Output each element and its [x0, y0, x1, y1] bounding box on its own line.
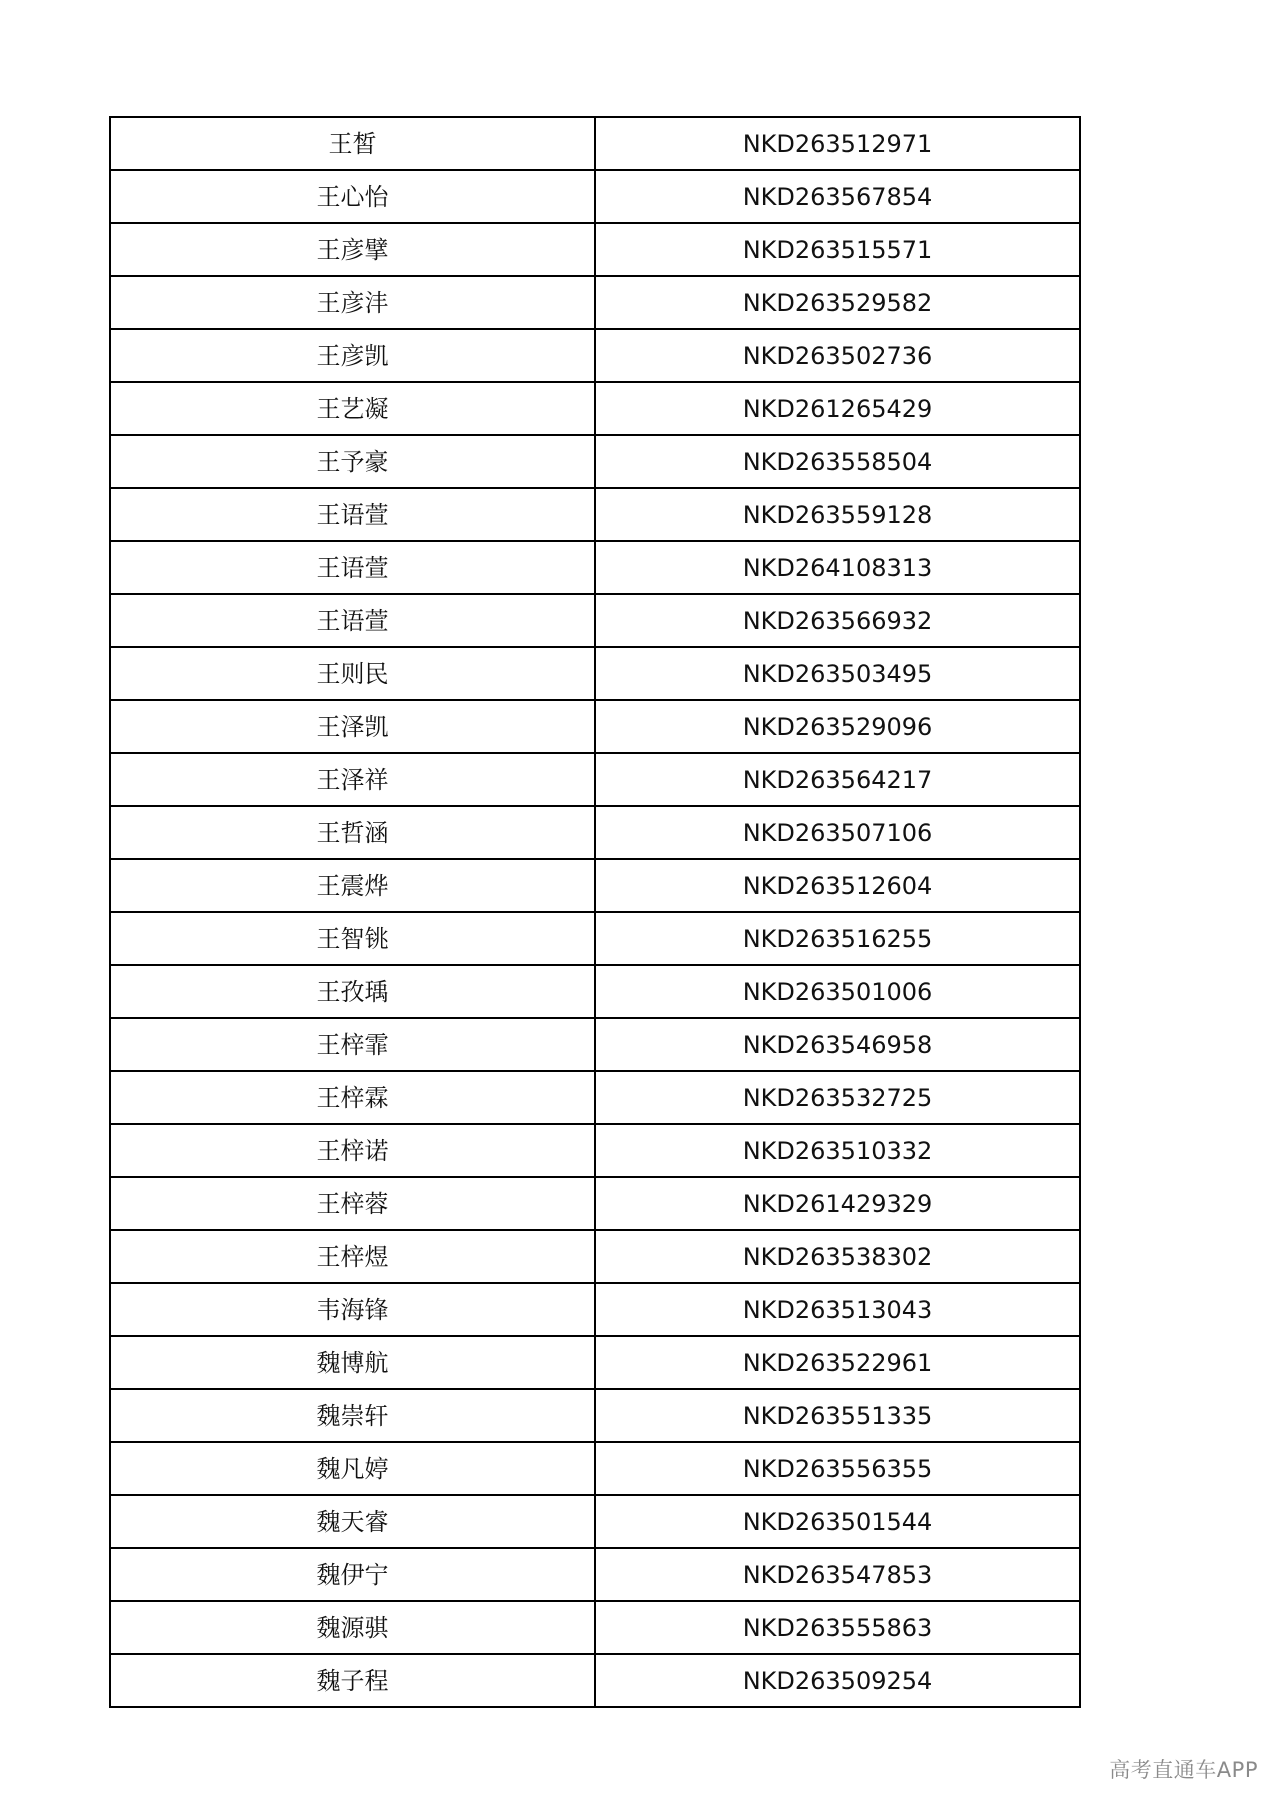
name-cell: 王皙: [110, 117, 595, 170]
name-cell: 魏天睿: [110, 1495, 595, 1548]
table-row: [110, 276, 1080, 329]
name-cell: 王智铫: [110, 912, 595, 965]
name-cell: 魏凡婷: [110, 1442, 595, 1495]
id-cell: NKD263507106: [595, 806, 1080, 859]
id-cell: NKD263503495: [595, 647, 1080, 700]
table-row: [110, 1495, 1080, 1548]
name-cell: 魏崇轩: [110, 1389, 595, 1442]
id-cell: NKD263558504: [595, 435, 1080, 488]
id-cell: NKD263567854: [595, 170, 1080, 223]
table-row: [110, 594, 1080, 647]
name-cell: 王彦擘: [110, 223, 595, 276]
table-row: [110, 1177, 1080, 1230]
name-cell: 王心怡: [110, 170, 595, 223]
table-row: [110, 223, 1080, 276]
name-cell: 王哲涵: [110, 806, 595, 859]
id-cell: NKD263516255: [595, 912, 1080, 965]
table-row: [110, 541, 1080, 594]
id-cell: NKD263559128: [595, 488, 1080, 541]
name-cell: 王震烨: [110, 859, 595, 912]
id-cell: NKD263501544: [595, 1495, 1080, 1548]
name-cell: 魏子程: [110, 1654, 595, 1707]
name-cell: 王彦沣: [110, 276, 595, 329]
id-cell: NKD264108313: [595, 541, 1080, 594]
id-cell: NKD263566932: [595, 594, 1080, 647]
name-cell: 魏伊宁: [110, 1548, 595, 1601]
id-cell: NKD263532725: [595, 1071, 1080, 1124]
id-cell: NKD263529096: [595, 700, 1080, 753]
table-row: [110, 488, 1080, 541]
id-cell: NKD263556355: [595, 1442, 1080, 1495]
id-cell: NKD263538302: [595, 1230, 1080, 1283]
name-cell: 王梓蓉: [110, 1177, 595, 1230]
table-row: [110, 170, 1080, 223]
name-cell: 韦海锋: [110, 1283, 595, 1336]
roster-table: [109, 116, 1081, 1708]
id-cell: NKD263547853: [595, 1548, 1080, 1601]
name-cell: 王梓诺: [110, 1124, 595, 1177]
name-cell: 王语萱: [110, 594, 595, 647]
table-row: [110, 1389, 1080, 1442]
name-cell: 王孜瑀: [110, 965, 595, 1018]
id-cell: NKD263502736: [595, 329, 1080, 382]
table-row: [110, 700, 1080, 753]
name-cell: 魏博航: [110, 1336, 595, 1389]
name-cell: 魏源骐: [110, 1601, 595, 1654]
roster-table-body: [110, 117, 1080, 1707]
id-cell: NKD263501006: [595, 965, 1080, 1018]
table-row: [110, 1283, 1080, 1336]
table-row: [110, 435, 1080, 488]
id-cell: NKD261429329: [595, 1177, 1080, 1230]
name-cell: 王梓霖: [110, 1071, 595, 1124]
name-cell: 王则民: [110, 647, 595, 700]
name-cell: 王艺凝: [110, 382, 595, 435]
table-row: [110, 647, 1080, 700]
name-cell: 王语萱: [110, 488, 595, 541]
table-row: [110, 382, 1080, 435]
table-row: [110, 1601, 1080, 1654]
id-cell: NKD263551335: [595, 1389, 1080, 1442]
name-cell: 王予豪: [110, 435, 595, 488]
table-row: [110, 1071, 1080, 1124]
name-cell: 王彦凯: [110, 329, 595, 382]
name-cell: 王泽凯: [110, 700, 595, 753]
table-row: [110, 1548, 1080, 1601]
watermark: 高考直通车APP: [1109, 1758, 1258, 1782]
table-row: [110, 1336, 1080, 1389]
table-row: [110, 1124, 1080, 1177]
table-row: [110, 1230, 1080, 1283]
id-cell: NKD263512604: [595, 859, 1080, 912]
id-cell: NKD263522961: [595, 1336, 1080, 1389]
name-cell: 王语萱: [110, 541, 595, 594]
id-cell: NKD263529582: [595, 276, 1080, 329]
table-row: [110, 329, 1080, 382]
id-cell: NKD263510332: [595, 1124, 1080, 1177]
name-cell: 王梓霏: [110, 1018, 595, 1071]
id-cell: NKD263513043: [595, 1283, 1080, 1336]
id-cell: NKD263512971: [595, 117, 1080, 170]
id-cell: NKD263555863: [595, 1601, 1080, 1654]
id-cell: NKD263564217: [595, 753, 1080, 806]
name-cell: 王泽祥: [110, 753, 595, 806]
table-row: [110, 753, 1080, 806]
id-cell: NKD261265429: [595, 382, 1080, 435]
table-row: [110, 117, 1080, 170]
id-cell: NKD263509254: [595, 1654, 1080, 1707]
table-row: [110, 859, 1080, 912]
table-row: [110, 1018, 1080, 1071]
id-cell: NKD263515571: [595, 223, 1080, 276]
name-cell: 王梓煜: [110, 1230, 595, 1283]
table-row: [110, 912, 1080, 965]
id-cell: NKD263546958: [595, 1018, 1080, 1071]
table-row: [110, 965, 1080, 1018]
table-row: [110, 806, 1080, 859]
table-row: [110, 1654, 1080, 1707]
table-row: [110, 1442, 1080, 1495]
